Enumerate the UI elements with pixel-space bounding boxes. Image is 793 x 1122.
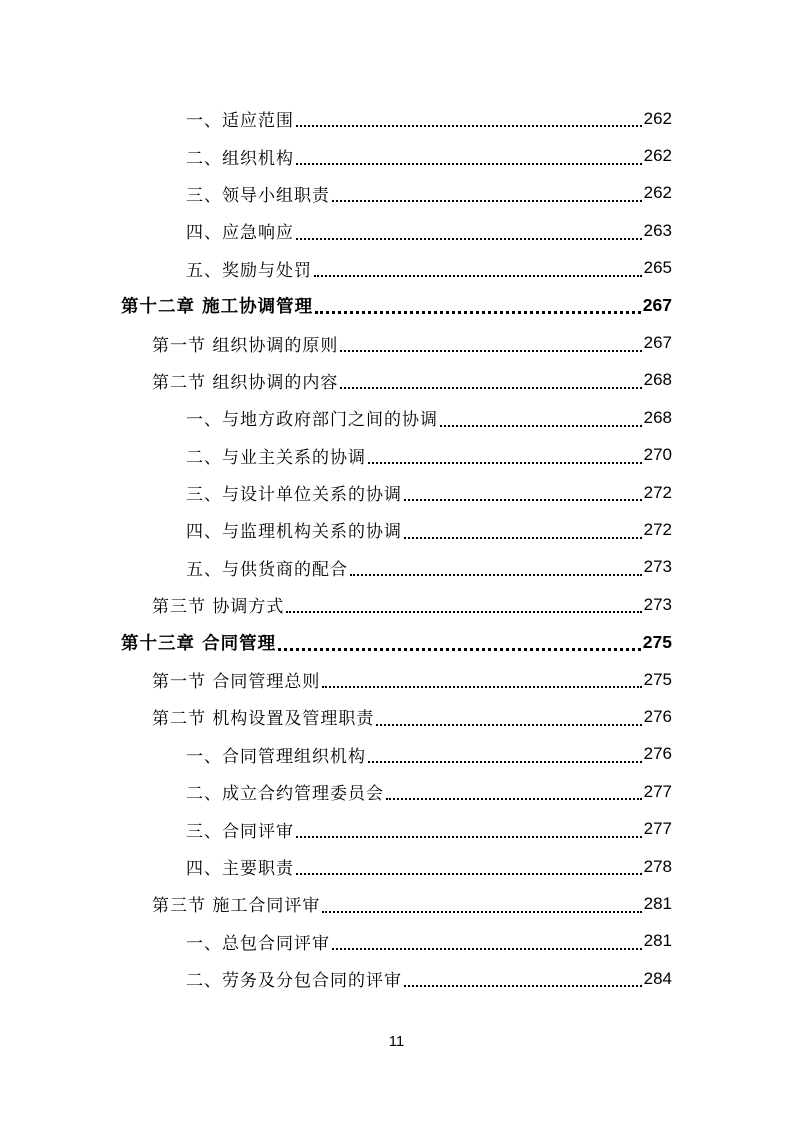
toc-entry-page: 262 [643, 183, 672, 203]
toc-entry-title: 五、与供货商的配合 [186, 559, 348, 580]
toc-entry[interactable] [0, 511, 793, 548]
page-number: 11 [388, 1033, 405, 1050]
toc-entry-title: 第十二章 施工协调管理 [121, 297, 314, 318]
toc-entry-page: 277 [643, 819, 672, 839]
toc-entry-title: 四、与监理机构关系的协调 [186, 522, 402, 543]
toc-entry[interactable] [0, 362, 793, 399]
toc-entry[interactable] [0, 250, 793, 287]
toc-entry-page: 267 [642, 295, 672, 316]
toc-entry-page: 281 [643, 931, 672, 951]
toc-entry-title: 第一节 组织协调的原则 [152, 335, 339, 356]
toc-entry-page: 268 [643, 370, 672, 390]
toc-entry-page: 262 [643, 108, 672, 128]
toc-entry-title: 四、应急响应 [186, 223, 294, 244]
toc-entry-page: 273 [643, 557, 672, 577]
toc-entry-page: 272 [643, 482, 672, 502]
toc-entry-title: 二、成立合约管理委员会 [186, 784, 384, 805]
toc-entry-title: 三、与设计单位关系的协调 [186, 485, 402, 506]
toc-entry-page: 263 [643, 220, 672, 240]
toc-dot-leader [368, 760, 642, 763]
toc-dot-leader [368, 461, 642, 464]
toc-entry[interactable] [0, 885, 793, 922]
toc-entry[interactable] [0, 773, 793, 810]
toc-entry[interactable] [0, 175, 793, 212]
toc-entry[interactable] [0, 923, 793, 960]
toc-entry-page: 262 [643, 146, 672, 166]
toc-entry-title: 三、领导小组职责 [186, 185, 330, 206]
toc-entry[interactable] [0, 586, 793, 623]
toc-entry-page: 265 [643, 258, 672, 278]
toc-entry[interactable] [0, 474, 793, 511]
toc-dot-leader [340, 386, 641, 389]
toc-entry-title: 第二节 组织协调的内容 [152, 372, 339, 393]
toc-dot-leader [386, 797, 642, 800]
toc-entry[interactable] [0, 137, 793, 174]
toc-entry-page: 275 [643, 669, 672, 689]
toc-dot-leader [296, 872, 642, 875]
toc-entry-page: 281 [643, 893, 672, 913]
toc-entry[interactable] [0, 437, 793, 474]
toc-entry[interactable] [0, 324, 793, 361]
toc-dot-leader [286, 610, 641, 613]
toc-dot-leader [440, 424, 642, 427]
toc-entry-title: 一、适应范围 [186, 111, 294, 132]
toc-dot-leader [322, 685, 641, 688]
toc-entry-page: 272 [643, 519, 672, 539]
toc-entry-page: 284 [643, 968, 672, 988]
toc-entry[interactable] [0, 623, 793, 660]
toc-dot-leader [404, 984, 642, 987]
toc-entry[interactable] [0, 960, 793, 997]
toc-entry-title: 第二节 机构设置及管理职责 [152, 709, 375, 730]
toc-entry[interactable] [0, 736, 793, 773]
toc-entry-title: 二、与业主关系的协调 [186, 447, 366, 468]
table-of-contents [0, 100, 793, 997]
toc-dot-leader [296, 835, 642, 838]
toc-entry[interactable] [0, 698, 793, 735]
toc-entry-page: 268 [643, 407, 672, 427]
toc-entry[interactable] [0, 810, 793, 847]
toc-entry-page: 278 [643, 856, 672, 876]
toc-entry-title: 二、组织机构 [186, 148, 294, 169]
toc-entry[interactable] [0, 549, 793, 586]
toc-entry-title: 一、合同管理组织机构 [186, 746, 366, 767]
toc-entry[interactable] [0, 287, 793, 324]
toc-entry-page: 277 [643, 781, 672, 801]
toc-entry[interactable] [0, 399, 793, 436]
toc-entry-title: 五、奖励与处罚 [186, 260, 312, 281]
toc-dot-leader [322, 910, 641, 913]
toc-entry-title: 第三节 施工合同评审 [152, 896, 321, 917]
toc-entry-page: 273 [643, 594, 672, 614]
toc-entry[interactable] [0, 661, 793, 698]
toc-dot-leader [340, 349, 641, 352]
toc-dot-leader [296, 124, 642, 127]
toc-entry-page: 276 [643, 744, 672, 764]
toc-entry[interactable] [0, 848, 793, 885]
toc-dot-leader [296, 162, 642, 165]
toc-entry[interactable] [0, 100, 793, 137]
toc-entry-page: 275 [642, 631, 672, 652]
toc-entry-title: 一、与地方政府部门之间的协调 [186, 410, 438, 431]
toc-entry-page: 267 [643, 333, 672, 353]
toc-dot-leader [404, 498, 642, 501]
toc-entry-title: 第三节 协调方式 [152, 597, 285, 618]
toc-entry-title: 第一节 合同管理总则 [152, 672, 321, 693]
toc-dot-leader [278, 647, 641, 651]
toc-entry-page: 270 [643, 445, 672, 465]
toc-dot-leader [296, 237, 642, 240]
toc-entry-title: 第十三章 合同管理 [121, 633, 277, 654]
toc-entry-title: 三、合同评审 [186, 821, 294, 842]
toc-dot-leader [404, 536, 642, 539]
toc-entry-title: 二、劳务及分包合同的评审 [186, 971, 402, 992]
toc-entry-title: 一、总包合同评审 [186, 933, 330, 954]
toc-entry[interactable] [0, 212, 793, 249]
toc-entry-title: 四、主要职责 [186, 859, 294, 879]
toc-dot-leader [315, 310, 641, 314]
toc-dot-leader [332, 199, 642, 202]
toc-dot-leader [332, 947, 642, 950]
toc-dot-leader [376, 723, 641, 726]
toc-dot-leader [314, 274, 642, 277]
toc-entry-page: 276 [643, 706, 672, 726]
toc-dot-leader [350, 573, 642, 576]
